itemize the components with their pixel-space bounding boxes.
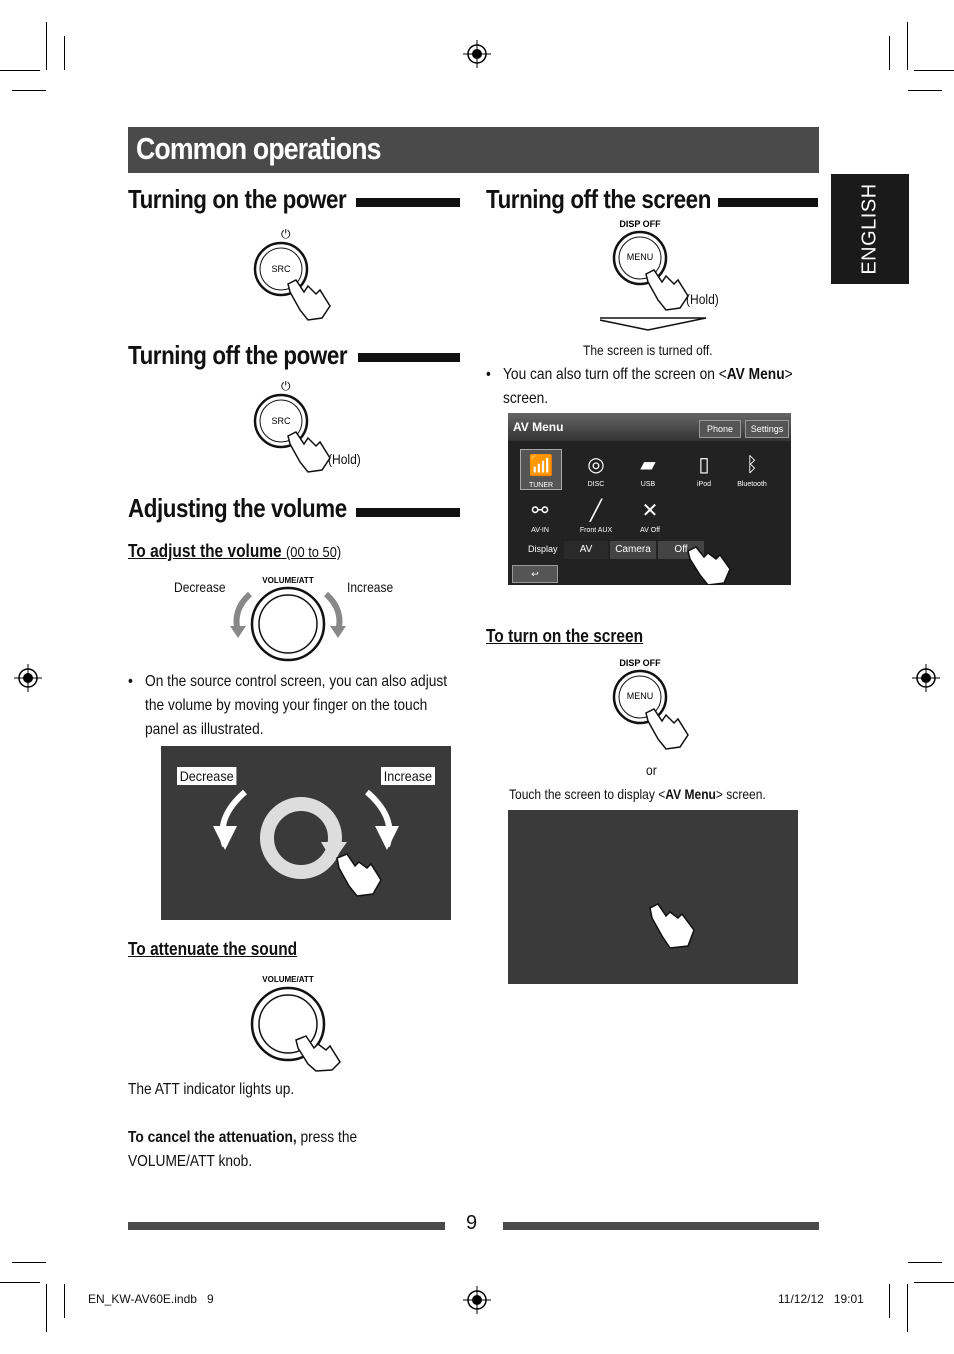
volume-att-label: VOLUME/ATT <box>262 975 314 984</box>
av-menu-title: AV Menu <box>513 420 564 434</box>
display-off-toggle[interactable]: Off <box>658 541 704 559</box>
menu-button-illustration <box>600 655 700 755</box>
finger-icon <box>646 270 688 310</box>
tuner-icon: 📶 <box>528 455 554 477</box>
disc-button[interactable]: ◎ DISC <box>576 449 616 488</box>
language-tab <box>831 174 909 284</box>
print-info-right: 11/12/12 19:01 <box>778 1292 864 1306</box>
src-label: SRC <box>271 416 291 426</box>
heading-power-on: Turning on the power <box>128 184 347 214</box>
page-title: Common operations <box>136 131 381 166</box>
hold-label: (Hold) <box>686 291 719 307</box>
screen-off-result: The screen is turned off. <box>583 342 713 358</box>
power-icon: ⏻ <box>281 227 291 241</box>
footer-bar-left <box>128 1222 445 1230</box>
back-icon: ↩ <box>531 569 539 579</box>
menu-button-hold-illustration <box>600 216 730 336</box>
finger-icon <box>684 545 736 585</box>
volume-att-label: VOLUME/ATT <box>262 576 314 585</box>
src-button-hold-illustration <box>248 378 338 474</box>
touch-screen-note: Touch the screen to display <AV Menu> screen. <box>509 786 766 802</box>
volume-knob-illustration <box>224 574 350 664</box>
ipod-icon: ▯ <box>698 454 710 476</box>
tuner-button[interactable]: 📶 TUNER <box>520 449 562 490</box>
increase-label: Increase <box>347 579 394 595</box>
screen-off-bullet: You can also turn off the screen on <AV Menu> screen. <box>503 366 793 407</box>
heading-rule <box>718 198 818 207</box>
av-menu-screen <box>508 413 791 585</box>
registration-mark-bottom <box>463 1286 491 1314</box>
display-label: Display <box>528 544 558 554</box>
bluetooth-button[interactable]: ᛒ Bluetooth <box>732 449 772 488</box>
front-aux-icon: ╱ <box>589 500 603 522</box>
av-in-icon: ⚯ <box>531 500 549 522</box>
src-label: SRC <box>271 264 291 274</box>
volume-knob-press-illustration <box>244 972 348 1072</box>
finger-icon <box>646 709 688 749</box>
heading-rule <box>356 198 460 207</box>
volume-bullet: On the source control screen, you can also adjust the volume by moving your finger on the touch panel as illustrated. <box>145 673 448 738</box>
menu-label: MENU <box>626 691 654 701</box>
bluetooth-icon: ᛒ <box>746 454 758 476</box>
hold-label: (Hold) <box>328 451 361 467</box>
av-menu-header <box>508 413 791 441</box>
registration-mark-top <box>463 40 491 68</box>
registration-mark-left <box>14 664 42 692</box>
subheading-attenuate: To attenuate the sound <box>128 939 298 959</box>
src-button-illustration <box>248 226 338 322</box>
disc-icon: ◎ <box>587 454 605 476</box>
heading-screen-off: Turning off the screen <box>486 184 711 214</box>
power-icon: ⏻ <box>281 379 291 393</box>
cancel-attenuation-note: To cancel the attenuation, press the VOLUME/ATT knob. <box>128 1129 358 1170</box>
disp-off-label: DISP OFF <box>619 219 661 229</box>
display-av-toggle[interactable]: AV <box>564 541 608 559</box>
down-arrow-icon <box>600 318 706 330</box>
heading-rule <box>356 508 460 517</box>
phone-button[interactable]: Phone <box>699 420 741 438</box>
front-aux-button[interactable]: ╱ Front AUX <box>576 495 616 534</box>
panel-increase-label: Increase <box>381 767 435 785</box>
settings-button[interactable]: Settings <box>745 420 789 438</box>
print-info-left: EN_KW-AV60E.indb 9 <box>88 1292 214 1306</box>
finger-icon <box>288 432 330 472</box>
panel-decrease-label: Decrease <box>177 767 236 785</box>
usb-button[interactable]: ▰ USB <box>628 449 668 488</box>
heading-volume: Adjusting the volume <box>128 493 347 523</box>
heading-rule <box>358 353 460 362</box>
language-tab-label: ENGLISH <box>858 183 881 275</box>
touch-panel-illustration <box>161 746 451 920</box>
decrease-label: Decrease <box>174 579 226 595</box>
blank-screen-illustration <box>508 810 798 984</box>
menu-label: MENU <box>626 252 654 262</box>
close-icon: ✕ <box>641 500 659 522</box>
ipod-button[interactable]: ▯ iPod <box>684 449 724 488</box>
av-in-button[interactable]: ⚯ AV-IN <box>520 495 560 534</box>
subheading-adjust-volume: To adjust the volume (00 to 50) <box>128 541 342 561</box>
subheading-screen-on: To turn on the screen <box>486 626 644 646</box>
av-off-button[interactable]: ✕ AV Off <box>630 495 670 534</box>
display-camera-toggle[interactable]: Camera <box>610 541 656 559</box>
footer-bar-right <box>503 1222 819 1230</box>
back-button[interactable] <box>512 565 558 583</box>
heading-power-off: Turning off the power <box>128 340 348 370</box>
registration-mark-right <box>912 664 940 692</box>
att-note: The ATT indicator lights up. <box>128 1081 295 1098</box>
page-number: 9 <box>466 1212 478 1234</box>
finger-icon <box>288 280 330 320</box>
usb-icon: ▰ <box>640 454 656 476</box>
finger-icon <box>646 902 702 952</box>
rotate-gesture-icon <box>201 782 411 912</box>
page-title-bar <box>128 127 819 173</box>
disp-off-label: DISP OFF <box>619 658 661 668</box>
or-label: or <box>646 762 657 778</box>
